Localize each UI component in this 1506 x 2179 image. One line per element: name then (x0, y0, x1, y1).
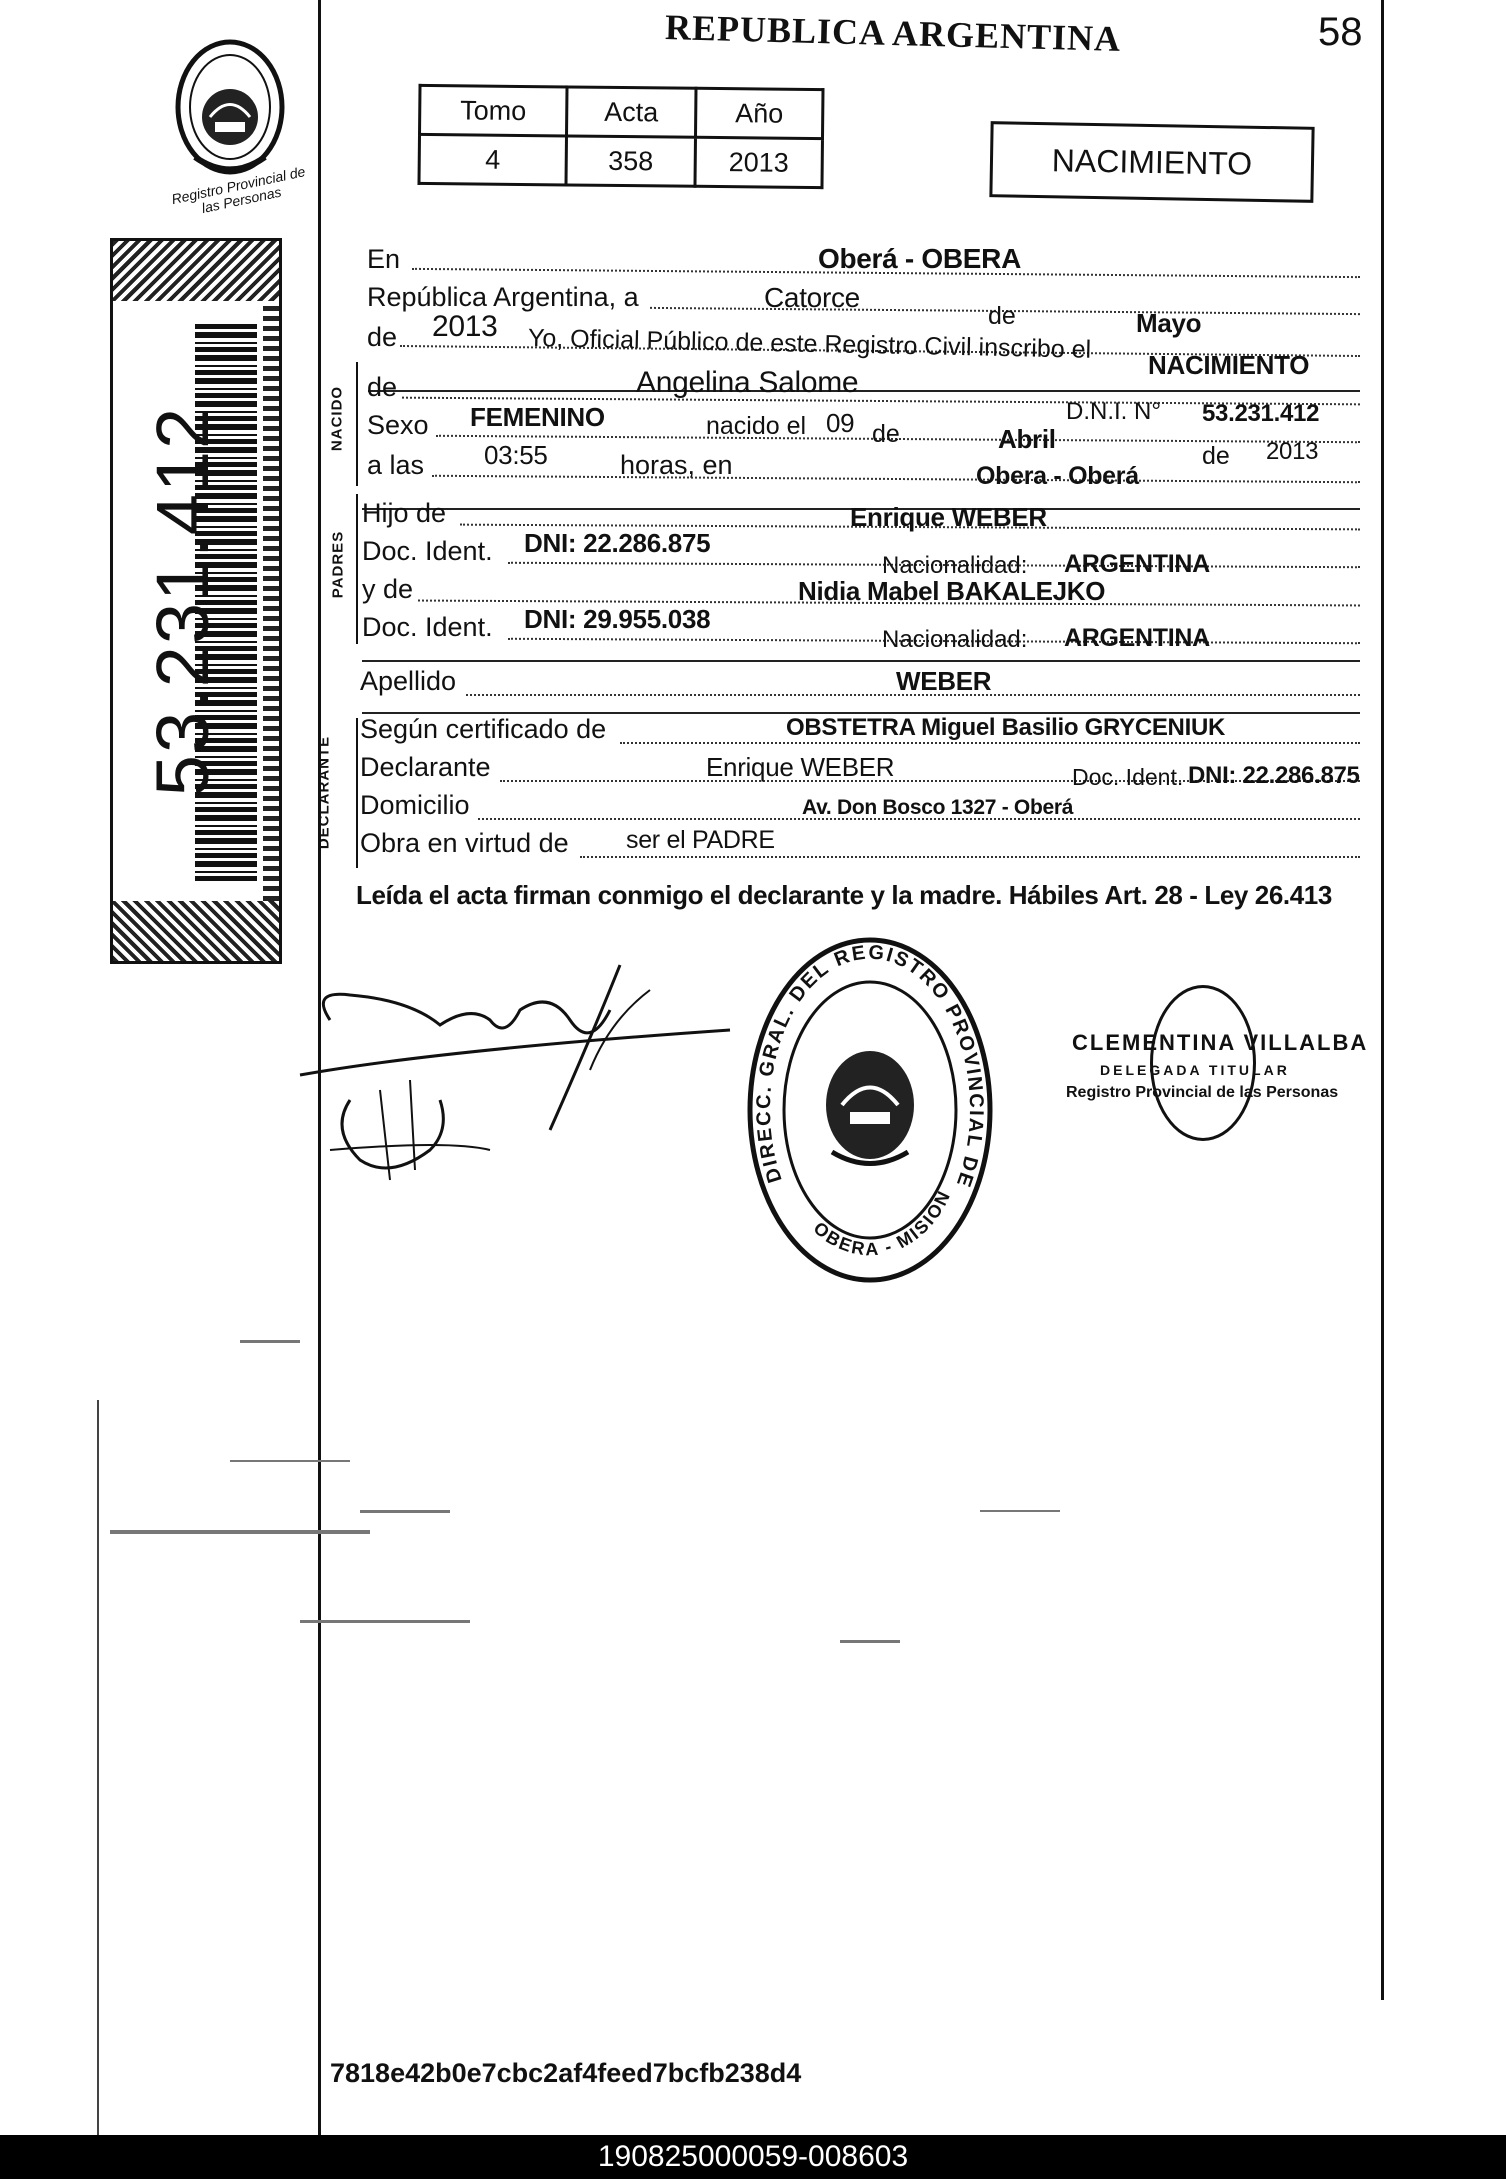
registry-logo-text: Registro Provincial de las Personas (170, 163, 307, 217)
father-nationality: ARGENTINA (1064, 550, 1210, 578)
label-doc-father: Doc. Ident. (362, 536, 493, 566)
birth-place: Obera - Oberá (976, 462, 1139, 490)
officer-registry: Registro Provincial de las Personas (1066, 1084, 1339, 1101)
declarant-doc: DNI: 22.286.875 (1188, 762, 1360, 789)
statement: Yo, Oficial Público de este Registro Civil inscribo el (527, 324, 1092, 364)
scan-noise (230, 1460, 350, 1462)
label-de-month: de (872, 420, 900, 448)
label-nacionalidad-mother: Nacionalidad: (882, 626, 1028, 653)
address: Av. Don Bosco 1327 - Oberá (802, 796, 1074, 819)
label-domicilio: Domicilio (360, 790, 470, 820)
city: Oberá - OBERA (818, 243, 1022, 274)
year: 2013 (432, 310, 498, 343)
section-label-nacido: NACIDO (328, 385, 346, 452)
label-hijo: Hijo de (362, 498, 447, 528)
table-header-ano: Año (695, 88, 823, 138)
section-divider (368, 390, 1360, 392)
dotted-line (620, 742, 1360, 744)
barcode-number: 53.231.412 (141, 405, 224, 797)
signature-declarant (290, 950, 740, 1210)
barcode-panel-pattern-side (263, 301, 279, 901)
father-name: Enrique WEBER (850, 502, 1047, 532)
label-a-las: a las (367, 450, 425, 480)
seal-ring-text: DIRECC. GRAL. DEL REGISTRO PROVINCIAL DE (752, 941, 988, 1192)
birth-month: Abril (998, 424, 1056, 454)
table-value-ano: 2013 (695, 137, 823, 187)
table-header-tomo: Tomo (420, 85, 568, 136)
baby-dni: 53.231.412 (1202, 400, 1320, 427)
officer-title: DELEGADA TITULAR (1100, 1062, 1290, 1078)
label-nacionalidad-father: Nacionalidad: (882, 552, 1028, 579)
section-divider (362, 660, 1360, 662)
scan-noise (300, 1620, 470, 1623)
label-de-year: de (367, 322, 398, 352)
section-bracket (356, 494, 358, 644)
sex: FEMENINO (470, 402, 605, 432)
mother-doc: DNI: 29.955.038 (524, 604, 711, 634)
seal-bottom-text: OBERA - MISION (809, 1186, 955, 1260)
mother-nationality: ARGENTINA (1064, 624, 1210, 652)
mother-name: Nidia Mabel BAKALEJKO (798, 576, 1106, 606)
page-number: 58 (1318, 10, 1363, 54)
section-bracket (356, 718, 358, 868)
declarant-name: Enrique WEBER (706, 752, 895, 782)
baby-name: Angelina Salome (636, 366, 859, 399)
birth-day: 09 (826, 408, 855, 438)
scan-noise (360, 1510, 450, 1513)
officer-name: CLEMENTINA VILLALBA (1072, 1030, 1369, 1055)
label-apellido: Apellido (360, 666, 457, 696)
label-de-year: de (1202, 442, 1230, 470)
document-hash: 7818e42b0e7cbc2af4feed7bcfb238d4 (330, 2058, 802, 2088)
table-value-tomo: 4 (419, 134, 567, 185)
section-bracket (356, 362, 358, 486)
certificate-issuer: OBSTETRA Miguel Basilio GRYCENIUK (786, 714, 1226, 741)
label-dni: D.N.I. N° (1066, 398, 1161, 425)
official-seal (742, 930, 998, 1290)
label-en: En (367, 244, 401, 274)
table-header-acta: Acta (567, 87, 697, 137)
scan-noise (240, 1340, 300, 1343)
reason: ser el PADRE (626, 826, 775, 854)
surname: WEBER (896, 666, 992, 696)
scan-noise (110, 1530, 370, 1534)
record-table (417, 84, 824, 189)
table-value-acta: 358 (566, 136, 696, 186)
section-label-padres: PADRES (329, 530, 347, 599)
country-title: REPUBLICA ARGENTINA (664, 7, 1122, 59)
label-obra: Obra en virtud de (360, 828, 569, 858)
label-horas: horas, en (620, 450, 733, 480)
section-label-declarante: DECLARANTE (315, 735, 333, 850)
day: Catorce (764, 282, 860, 313)
label-republic: República Argentina, a (367, 282, 639, 312)
label-doc-mother: Doc. Ident. (362, 612, 493, 642)
label-sexo: Sexo (367, 410, 429, 440)
closing-statement: Leída el acta firman conmigo el declarante y la madre. Hábiles Art. 28 - Ley 26.413 (356, 880, 1332, 910)
father-doc: DNI: 22.286.875 (524, 528, 711, 558)
label-doc-declarant: Doc. Ident. (1072, 764, 1184, 790)
label-declarante: Declarante (360, 752, 491, 782)
birth-time: 03:55 (484, 440, 548, 470)
label-de: de (988, 302, 1016, 330)
month: Mayo (1136, 308, 1202, 338)
act: NACIMIENTO (1148, 350, 1310, 380)
birth-year: 2013 (1266, 438, 1319, 465)
label-de: de (367, 372, 398, 402)
right-margin-line (1381, 0, 1384, 2000)
scan-noise (840, 1640, 900, 1643)
edge-line (97, 1400, 99, 2135)
dotted-line (580, 856, 1360, 858)
dotted-line (432, 475, 1360, 483)
scan-noise (980, 1510, 1060, 1512)
label-y-de: y de (362, 574, 414, 604)
label-certificado: Según certificado de (360, 714, 607, 744)
label-nacido-el: nacido el (706, 412, 807, 440)
record-type-box: NACIMIENTO (989, 121, 1314, 203)
footer-id: 190825000059-008603 (0, 2135, 1506, 2179)
barcode-panel (110, 238, 282, 964)
